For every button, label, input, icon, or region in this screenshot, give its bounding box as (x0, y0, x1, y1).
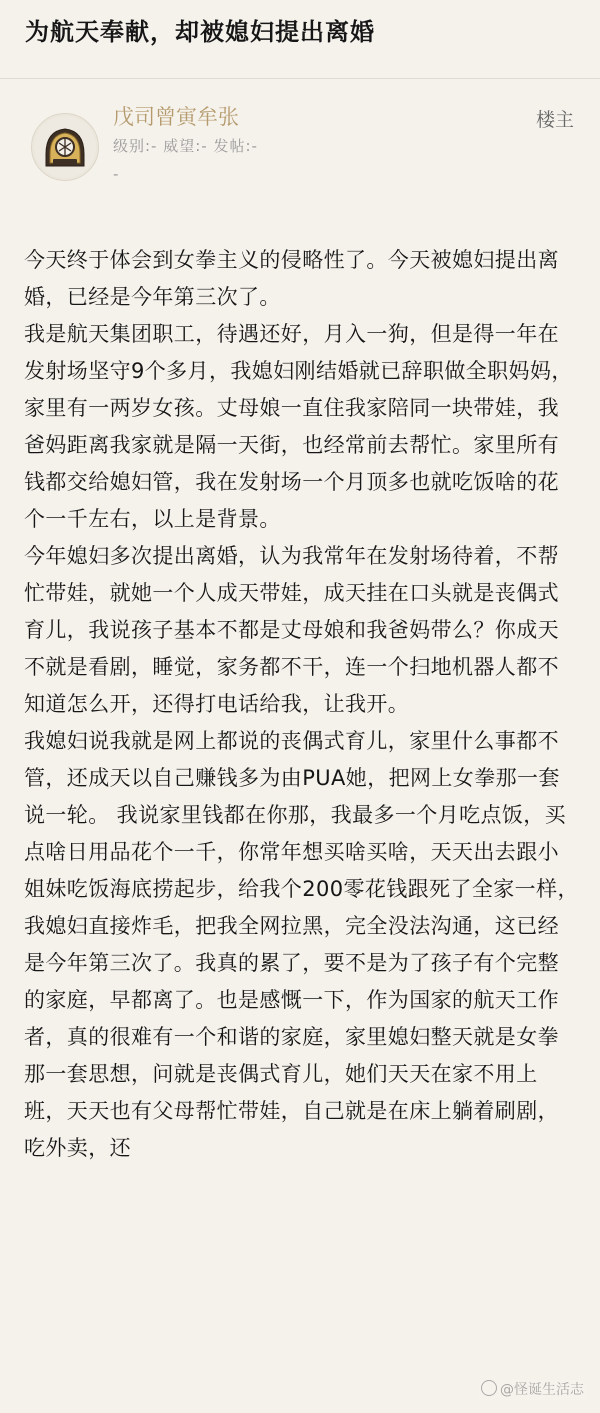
original-poster-badge: 楼主 (535, 109, 574, 131)
poster-header (0, 79, 600, 214)
post-paragraph: 今天终于体会到女拳主义的侵略性了。今天被媳妇提出离婚，已经是今年第三次了。 (24, 248, 559, 309)
watermark-text: @怪诞生活志 (500, 1382, 584, 1398)
post-paragraph: 我媳妇直接炸毛，把我全网拉黑，完全没法沟通，这已经是今年第三次了。我真的累了，要不是为了孩子有个完整的家庭，早都离了。也是感慨一下，作为国家的航天工作者，真的很难有一个和谐的家庭，家里媳妇整天就是女拳那一套思想，问就是丧偶式育儿，她们天天在家不用上班，天天也有父母帮忙带娃，自己就是在床上躺着刷剧，吃外卖，还 (24, 914, 559, 1160)
post-paragraph: 今年媳妇多次提出离婚，认为我常年在发射场待着，不帮忙带娃，就她一个人成天带娃，成天挂在口头就是丧偶式育儿，我说孩子基本不都是丈母娘和我爸妈带么？你成天不就是看剧，睡觉，家务都不干，连一个扫地机器人都不知道怎么开，还得打电话给我，让我开。 (24, 544, 559, 716)
poster-meta-trail: - (113, 165, 119, 183)
post-paragraph: 我媳妇说我就是网上都说的丧偶式育儿，家里什么事都不管，还成天以自己赚钱多为由PUA她，把网上女拳那一套说一轮。 我说家里钱都在你那，我最多一个月吃点饭，买点啥日用品花个一千，你常年想买啥买啥，天天出去跟小姐妹吃饭海底捞起步，给我个200零花钱跟死了全家一样， (24, 729, 579, 901)
poster-username[interactable]: 戊司曾寅牟张 (113, 105, 239, 129)
source-logo-icon (481, 1380, 497, 1396)
watermark (479, 1380, 586, 1400)
thread-title: 为航天奉献，却被媳妇提出离婚 (25, 18, 375, 46)
poster-meta: 级别:- 威望:- 发帖:- (113, 137, 258, 155)
avatar[interactable] (31, 113, 99, 181)
helmet-avatar-icon (32, 114, 98, 180)
post-body (24, 242, 580, 1167)
post-paragraph: 我是航天集团职工，待遇还好，月入一狗，但是得一年在发射场坚守9个多月，我媳妇刚结婚就已辞职做全职妈妈，家里有一两岁女孩。丈母娘一直住我家陪同一块带娃，我爸妈距离我家就是隔一天街，也经常前去帮忙。家里所有钱都交给媳妇管，我在发射场一个月顶多也就吃饭啥的花个一千左右，以上是背景。 (24, 322, 573, 531)
